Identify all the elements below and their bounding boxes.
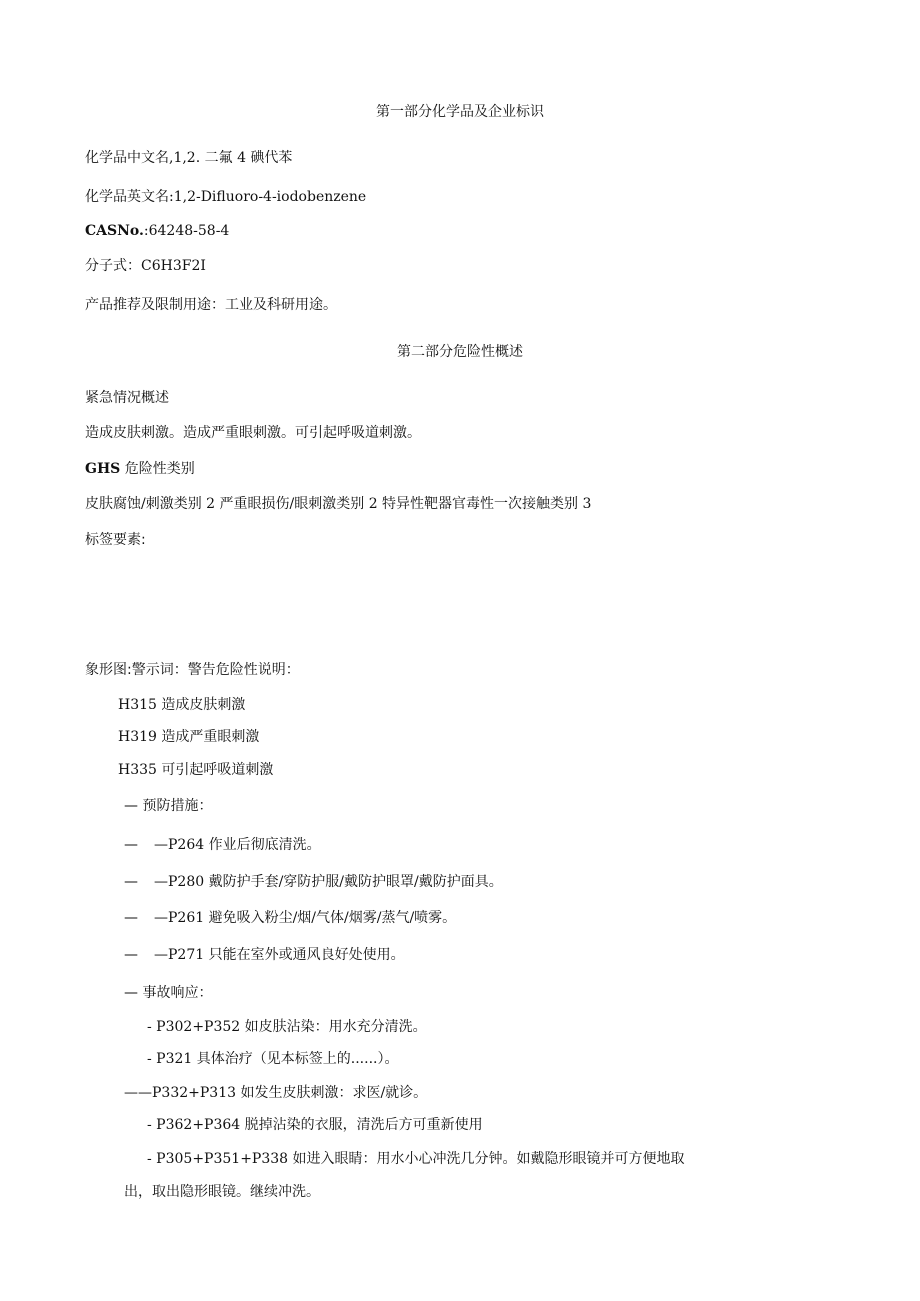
prevention-heading: — 预防措施： xyxy=(124,798,213,814)
chinese-name-line xyxy=(85,149,292,167)
hazard-statement-h319: H319 造成严重眼刺激 xyxy=(118,729,260,745)
section2-heading: 第二部分危险性概述 xyxy=(397,344,523,360)
emergency-text: 造成皮肤刺激。造成严重眼刺激。可引起呼吸道刺激。 xyxy=(85,425,421,441)
prevention-item-p271 xyxy=(124,946,405,964)
prevention-dash: — xyxy=(124,910,138,926)
response-item-p321: - P321 具体治疗（见本标签上的......）。 xyxy=(147,1051,399,1067)
cas-line xyxy=(85,222,229,240)
section1-heading: 第一部分化学品及企业标识 xyxy=(376,104,544,120)
formula-value: C6H3F2I xyxy=(141,258,206,274)
response-item-p305-continued: 出，取出隐形眼镜。继续冲洗。 xyxy=(124,1184,320,1200)
emergency-heading: 紧急情况概述 xyxy=(85,390,169,406)
ghs-label-bold: GHS xyxy=(85,461,121,477)
prevention-text: —P271 只能在室外或通风良好处使用。 xyxy=(154,947,405,963)
usage-value: 工业及科研用途。 xyxy=(225,297,337,313)
prevention-text: —P261 避免吸入粉尘/烟/气体/烟雾/蒸气/喷雾。 xyxy=(154,910,457,926)
prevention-item-p264 xyxy=(124,836,321,854)
hazard-statement-h315: H315 造成皮肤刺激 xyxy=(118,697,246,713)
prevention-dash: — xyxy=(124,874,138,890)
formula-line xyxy=(85,257,206,275)
formula-label: 分子式： xyxy=(85,258,141,274)
cas-label: CASNo. xyxy=(85,223,144,239)
response-item-p302: - P302+P352 如皮肤沾染：用水充分清洗。 xyxy=(147,1019,427,1035)
response-item-p332: ——P332+P313 如发生皮肤刺激：求医/就诊。 xyxy=(124,1085,428,1101)
prevention-text: —P264 作业后彻底清洗。 xyxy=(154,837,321,853)
prevention-item-p261 xyxy=(124,909,456,927)
prevention-item-p280 xyxy=(124,873,503,891)
response-heading: — 事故响应： xyxy=(124,985,213,1001)
usage-label: 产品推荐及限制用途： xyxy=(85,297,225,313)
ghs-heading xyxy=(85,460,195,478)
label-elements-heading: 标签要素: xyxy=(85,532,146,548)
ghs-label-rest: 危险性类别 xyxy=(120,461,195,477)
usage-line xyxy=(85,296,337,314)
english-name-label: 化学品英文名 xyxy=(85,189,169,205)
hazard-statement-h335: H335 可引起呼吸道刺激 xyxy=(118,762,274,778)
response-item-p362: - P362+P364 脱掉沾染的衣服，清洗后方可重新使用 xyxy=(147,1117,483,1133)
cas-value: :64248-58-4 xyxy=(143,223,230,239)
english-name-value: :1,2-Difluoro-4-iodobenzene xyxy=(169,189,367,205)
ghs-categories-text: 皮肤腐蚀/刺激类别 2 严重眼损伤/眼刺激类别 2 特异性靶器官毒性一次接触类别 3 xyxy=(85,496,592,512)
prevention-text: —P280 戴防护手套/穿防护服/戴防护眼罩/戴防护面具。 xyxy=(154,874,503,890)
response-item-p305: - P305+P351+P338 如进入眼睛：用水小心冲洗几分钟。如戴隐形眼镜并可方便地取 xyxy=(147,1151,685,1167)
chinese-name-label: 化学品中文名 xyxy=(85,150,169,166)
pictogram-signal-hazard-line: 象形图:警示词：警告危险性说明： xyxy=(85,662,300,678)
prevention-dash: — xyxy=(124,837,138,853)
prevention-dash: — xyxy=(124,947,138,963)
english-name-line xyxy=(85,188,366,206)
chinese-name-value: ,1,2. 二氟 4 碘代苯 xyxy=(169,150,293,166)
